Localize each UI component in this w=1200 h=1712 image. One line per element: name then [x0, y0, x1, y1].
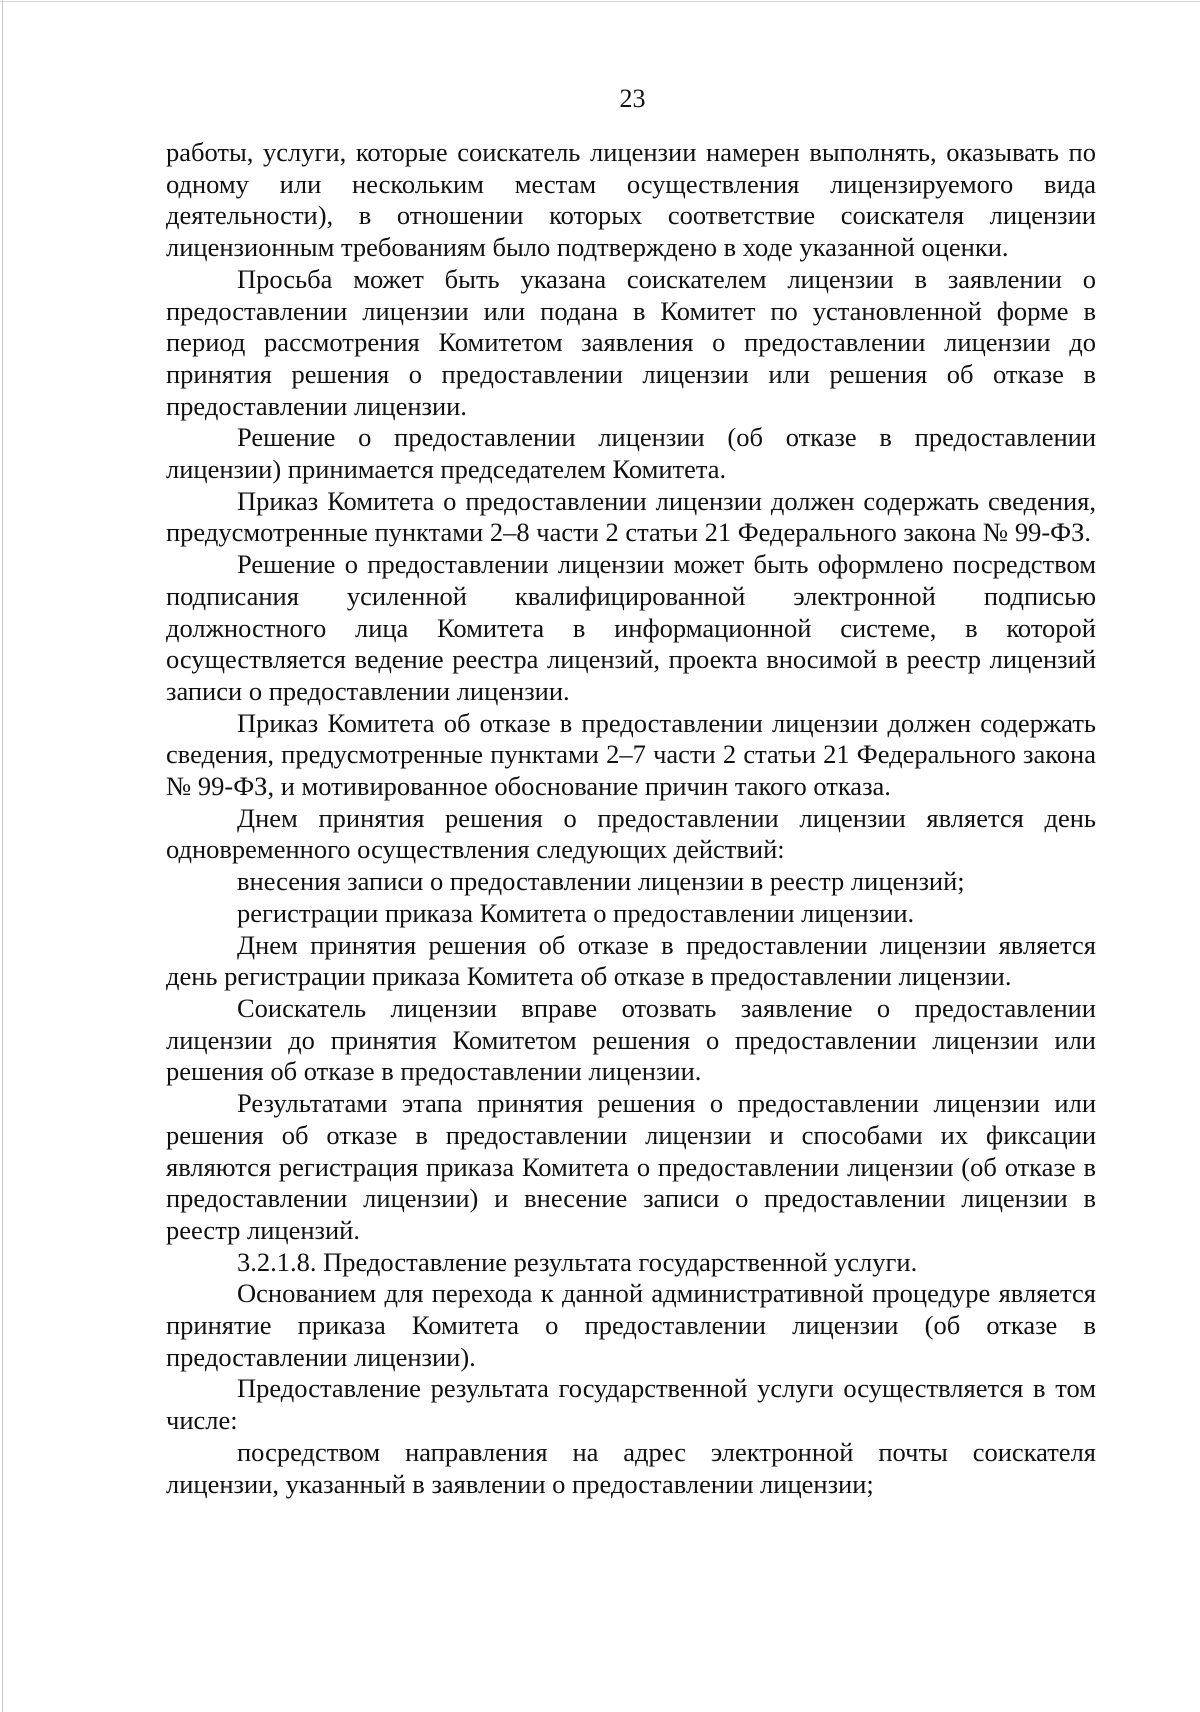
paragraph: Приказ Комитета о предоставлении лицензии должен содержать сведения, предусмотренные пунктами 2–8 части 2 статьи 21 Федерального закона № 99-ФЗ.: [166, 485, 1096, 548]
list-item: регистрации приказа Комитета о предоставлении лицензии.: [237, 897, 915, 928]
paragraph: Решение о предоставлении лицензии может быть оформлено посредством подписания усиленной квалифицированной электронной подписью должностного лица Комитета в информационной системе, в которой осуществляется ведение реестра лицензий, проекта вносимой в реестр лицензий записи о предоставлении лицензии.: [166, 549, 1096, 706]
list-item: посредством направления на адрес электронной почты соискателя лицензии, указанный в заявлении о предоставлении лицензии;: [166, 1436, 1096, 1499]
paragraph: Основанием для перехода к данной административной процедуре является принятие приказа Комитета о предоставлении лицензии (об отказе в предоставлении лицензии).: [166, 1278, 1096, 1372]
paragraph: Результатами этапа принятия решения о предоставлении лицензии или решения об отказе в предоставлении лицензии и способами их фиксации являются регистрация приказа Комитета о предоставлении лицензии (об отказе в предоставлении лицензии) и внесение записи о предоставлении лицензии в реестр лицензий.: [166, 1088, 1096, 1245]
paragraph: Соискатель лицензии вправе отозвать заявление о предоставлении лицензии до принятия Комитетом решения о предоставлении лицензии или решения об отказе в предоставлении лицензии.: [166, 992, 1096, 1087]
paragraph: Решение о предоставлении лицензии (об отказе в предоставлении лицензии) принимается председателем Комитета.: [166, 422, 1096, 485]
paragraph: Приказ Комитета об отказе в предоставлении лицензии должен содержать сведения, предусмотренные пунктами 2–7 части 2 статьи 21 Федерального закона № 99-ФЗ, и мотивированное обоснование причин такого отказа.: [166, 707, 1096, 802]
paragraph: Предоставление результата государственной услуги осуществляется в том числе:: [166, 1373, 1096, 1436]
document-body: [166, 137, 1096, 1500]
paragraph: Днем принятия решения о предоставлении лицензии является день одновременного осуществления следующих действий:: [166, 802, 1096, 865]
paragraph-continuation: работы, услуги, которые соискатель лицензии намерен выполнять, оказывать по одному или нескольким местам осуществления лицензируемого вида деятельности), в отношении которых соответствие соискателя лицензии лицензионным требованиям было подтверждено в ходе указанной оценки.: [166, 137, 1096, 263]
section-heading: 3.2.1.8. Предоставление результата государственной услуги.: [237, 1246, 918, 1277]
paragraph: Просьба может быть указана соискателем лицензии в заявлении о предоставлении лицензии или подана в Комитет по установленной форме в период рассмотрения Комитетом заявления о предоставлении лицензии до принятия решения о предоставлении лицензии или решения об отказе в предоставлении лицензии.: [166, 263, 1096, 421]
scan-edge-left: [2, 0, 3, 1712]
paragraph: Днем принятия решения об отказе в предоставлении лицензии является день регистрации приказа Комитета об отказе в предоставлении лицензии.: [166, 929, 1096, 992]
list-item: внесения записи о предоставлении лицензии в реестр лицензий;: [237, 866, 965, 897]
scan-edge-top: [0, 1, 1200, 2]
page-number: 23: [619, 84, 646, 113]
